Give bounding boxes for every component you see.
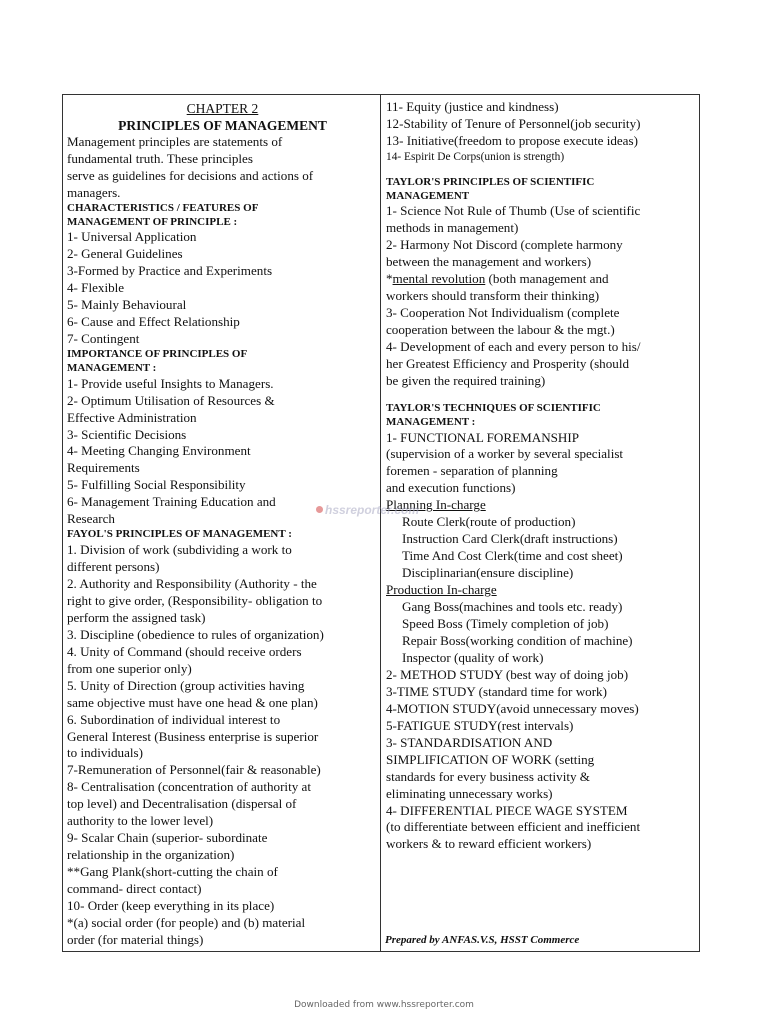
text-line: 5- Fulfilling Social Responsibility (67, 477, 246, 493)
text-line: Speed Boss (Timely completion of job) (402, 616, 609, 632)
text-line: 12-Stability of Tenure of Personnel(job security) (386, 115, 641, 131)
text-line: 4- Flexible (67, 280, 125, 296)
text-line: fundamental truth. These principles (67, 150, 253, 166)
text-line: Gang Boss(machines and tools etc. ready) (402, 599, 623, 615)
text-line: Time And Cost Clerk(time and cost sheet) (402, 548, 623, 564)
text-line: Route Clerk(route of production) (402, 514, 576, 530)
taylor-principles-list (386, 203, 697, 271)
text-line: workers should transform their thinking) (386, 288, 600, 304)
text-line: 2- General Guidelines (67, 246, 183, 262)
text-line: MANAGEMENT (386, 189, 470, 202)
text-line: SIMPLIFICATION OF WORK (setting (386, 751, 595, 767)
text-line: TAYLOR'S TECHNIQUES OF SCIENTIFIC (386, 401, 601, 414)
right-column (381, 95, 699, 951)
text-line: 2. Authority and Responsibility (Authority - the (67, 575, 317, 591)
text-line: 7-Remuneration of Personnel(fair & reasonable) (67, 762, 321, 778)
chapter-number: CHAPTER 2 (186, 101, 259, 116)
fayol-list-continued (386, 99, 697, 150)
intro-paragraph (67, 134, 378, 202)
fayol-heading: FAYOL'S PRINCIPLES OF MANAGEMENT : (67, 528, 292, 541)
text-line: 3- Scientific Decisions (67, 426, 187, 442)
importance-heading (67, 348, 378, 376)
chapter-title: PRINCIPLES OF MANAGEMENT (118, 118, 327, 133)
text-line: 3-Formed by Practice and Experiments (67, 263, 273, 279)
left-column (63, 95, 381, 951)
text-line: workers & to reward efficient workers) (386, 836, 592, 852)
text-line: 5- Mainly Behavioural (67, 297, 187, 313)
text-line: cooperation between the labour & the mgt.) (386, 322, 615, 338)
download-footer: Downloaded from www.hssreporter.com (294, 1000, 474, 1010)
text-line: 2- Optimum Utilisation of Resources & (67, 392, 275, 408)
text-line: command- direct contact) (67, 881, 202, 897)
characteristics-heading (67, 202, 378, 230)
text-line: 4-MOTION STUDY(avoid unnecessary moves) (386, 700, 639, 716)
taylor-techniques-list (386, 430, 697, 498)
text-line: and execution functions) (386, 480, 516, 496)
text-line: 2- METHOD STUDY (best way of doing job) (386, 666, 629, 682)
planning-incharge-label: Planning In-charge (386, 497, 486, 513)
text-line: 3-TIME STUDY (standard time for work) (386, 683, 607, 699)
text-line: 3- STANDARDISATION AND (386, 734, 553, 750)
characteristics-list (67, 229, 378, 348)
text-line: her Greatest Efficiency and Prosperity (should (386, 356, 630, 372)
text-line: 4- Development of each and every person to his/ (386, 339, 641, 355)
text-line: 1- Universal Application (67, 229, 197, 245)
text-line: authority to the lower level) (67, 813, 214, 829)
text-line: MANAGEMENT : (67, 361, 157, 374)
text-line: perform the assigned task) (67, 609, 206, 625)
text-line: 11- Equity (justice and kindness) (386, 99, 559, 114)
text-line: 4- Meeting Changing Environment (67, 443, 251, 459)
production-incharge-list (386, 599, 697, 667)
text-line: CHARACTERISTICS / FEATURES OF (67, 201, 259, 214)
mental-revolution-line: *mental revolution (both management and (386, 271, 609, 287)
text-line: eliminating unnecessary works) (386, 785, 553, 801)
taylor-techniques-heading (386, 402, 697, 430)
text-line: same objective must have one head & one plan) (67, 694, 318, 710)
text-line: Instruction Card Clerk(draft instructions) (402, 531, 618, 547)
taylor-principles-heading (386, 176, 697, 204)
text-line: 1. Division of work (subdividing a work to (67, 542, 292, 558)
watermark: hssreporter.com (316, 503, 419, 517)
text-line: 3- Cooperation Not Individualism (complete (386, 305, 620, 321)
text-line: different persons) (67, 559, 160, 574)
text-line: 1- Provide useful Insights to Managers. (67, 375, 274, 391)
text-line: managers. (67, 184, 121, 200)
text-line: Repair Boss(working condition of machine) (402, 632, 633, 648)
text-line: Research (67, 511, 115, 527)
text-line: Requirements (67, 460, 140, 476)
taylor-principles-list-2 (386, 288, 697, 390)
planning-incharge-list (386, 514, 697, 582)
text-line: 6- Management Training Education and (67, 494, 276, 510)
mental-revolution-term: mental revolution (392, 271, 486, 287)
text-line: Disciplinarian(ensure discipline) (402, 565, 574, 581)
text-line: 1- FUNCTIONAL FOREMANSHIP (386, 429, 580, 445)
text-line: 1- Science Not Rule of Thumb (Use of scientific (386, 203, 641, 219)
text-line: (supervision of a worker by several specialist (386, 446, 624, 462)
text-line: 5. Unity of Direction (group activities having (67, 677, 305, 693)
text-line: 8- Centralisation (concentration of authority at (67, 779, 311, 795)
text-line: (to differentiate between efficient and inefficient (386, 819, 641, 835)
text-line: 5-FATIGUE STUDY(rest intervals) (386, 717, 574, 733)
text-line: serve as guidelines for decisions and actions of (67, 167, 314, 183)
text-line: General Interest (Business enterprise is superior (67, 728, 319, 744)
author-credit: Prepared by ANFAS.V.S, HSST Commerce (385, 934, 580, 946)
text-line: MANAGEMENT : (386, 415, 476, 428)
text-line: Management principles are statements of (67, 134, 283, 149)
text-line: IMPORTANCE OF PRINCIPLES OF (67, 348, 248, 361)
text-line: to individuals) (67, 745, 144, 761)
text-line: 2- Harmony Not Discord (complete harmony (386, 237, 623, 253)
text-line: **Gang Plank(short-cutting the chain of (67, 864, 278, 880)
text-line: Effective Administration (67, 409, 197, 425)
text-line: be given the required training) (386, 372, 546, 388)
text-line: *(a) social order (for people) and (b) material (67, 915, 306, 931)
text-line: 13- Initiative(freedom to propose execute ideas) (386, 132, 638, 148)
text-line: top level) and Decentralisation (dispersal of (67, 796, 297, 812)
text-line: standards for every business activity & (386, 768, 590, 784)
fayol-list (67, 542, 378, 949)
importance-list (67, 376, 378, 529)
text-line: methods in management) (386, 220, 519, 236)
text-line: MANAGEMENT OF PRINCIPLE : (67, 215, 238, 228)
text-line: foremen - separation of planning (386, 463, 558, 479)
text-line: 4. Unity of Command (should receive orders (67, 643, 302, 659)
fayol-item-14: 14- Espirit De Corps(union is strength) (386, 150, 565, 163)
document-page (62, 94, 700, 952)
text-line: 10- Order (keep everything in its place) (67, 898, 275, 914)
text-line: relationship in the organization) (67, 847, 235, 863)
production-incharge-label: Production In-charge (386, 582, 497, 598)
text-line: order (for material things) (67, 931, 204, 947)
text-line: between the management and workers) (386, 254, 592, 270)
text-line: from one superior only) (67, 660, 192, 676)
text-line: 7- Contingent (67, 331, 140, 347)
text-line: 6- Cause and Effect Relationship (67, 314, 240, 330)
text-line: 9- Scalar Chain (superior- subordinate (67, 830, 268, 846)
text-line: TAYLOR'S PRINCIPLES OF SCIENTIFIC (386, 175, 595, 188)
text-line: 3. Discipline (obedience to rules of organization) (67, 626, 324, 642)
taylor-techniques-list-2 (386, 667, 697, 853)
text-line: Inspector (quality of work) (402, 649, 544, 665)
text-line: 6. Subordination of individual interest to (67, 711, 281, 727)
text-line: 4- DIFFERENTIAL PIECE WAGE SYSTEM (386, 802, 628, 818)
text-line: right to give order, (Responsibility- obligation to (67, 592, 323, 608)
